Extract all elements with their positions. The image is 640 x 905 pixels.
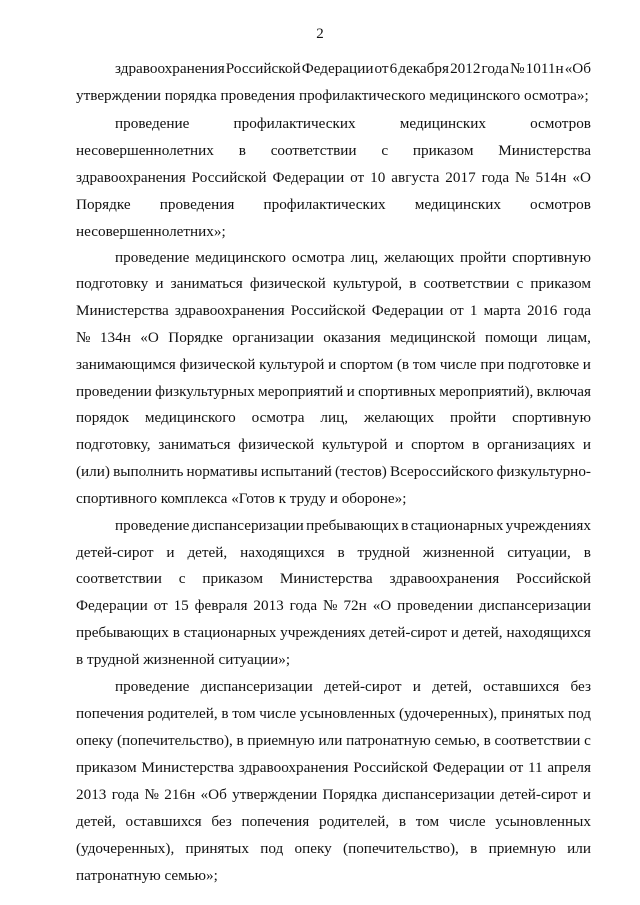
word: занимающимся: [76, 356, 176, 373]
text-line: [76, 275, 591, 293]
word: подготовке: [507, 356, 580, 373]
word: опеку: [294, 840, 332, 857]
word: медицинских: [414, 196, 501, 213]
word: детей,: [462, 624, 503, 641]
word: находящихся: [240, 544, 325, 561]
word: 2017: [445, 169, 476, 186]
word: диспансеризации: [191, 517, 304, 534]
word: осмотров: [530, 115, 591, 132]
word: от: [374, 60, 389, 77]
word: 11: [528, 759, 543, 776]
word: спортивных: [358, 383, 436, 400]
word: проведение: [115, 115, 190, 132]
word: здравоохранения: [115, 60, 225, 77]
text-line: [76, 302, 591, 320]
text-line: патронатную семью»;: [76, 867, 218, 884]
word: года: [563, 302, 591, 319]
word: «О: [572, 169, 591, 186]
word: спортом: [339, 356, 394, 373]
word: в: [472, 436, 480, 453]
word: детей-сирот: [499, 786, 578, 803]
word: диспансеризации: [200, 678, 313, 695]
word: приемную: [488, 840, 556, 857]
text-line: [76, 732, 591, 750]
word: от: [153, 597, 168, 614]
word: 134н: [99, 329, 131, 346]
word: проведении: [76, 383, 152, 400]
word: от: [509, 759, 524, 776]
word: организации: [232, 329, 314, 346]
text-line: [76, 570, 591, 588]
word: подготовку,: [76, 436, 151, 453]
word: в: [583, 544, 591, 561]
word: здравоохранения: [238, 759, 349, 776]
word: с: [381, 142, 389, 159]
word: выполнить: [113, 463, 184, 480]
word: №: [515, 169, 530, 186]
word: 10: [370, 169, 386, 186]
word: приказом: [530, 275, 591, 292]
word: опеку: [76, 732, 114, 749]
word: спортом: [411, 436, 465, 453]
word: №: [323, 597, 338, 614]
word: и: [328, 356, 337, 373]
word: детей-сирот: [369, 624, 447, 641]
text-line: [76, 196, 591, 214]
word: Российской: [225, 60, 301, 77]
word: пребывающих: [306, 517, 399, 534]
text-line: спортивного комплекса «Готов к труду и обороне»;: [76, 490, 407, 507]
word: подготовку: [76, 275, 149, 292]
word: принятых: [185, 840, 249, 857]
word: спортивную: [512, 249, 591, 266]
word: оставшихся: [483, 678, 560, 695]
text-line: [115, 115, 591, 133]
word: (попечительство),: [343, 840, 459, 857]
word: том: [232, 705, 256, 722]
text-line: [76, 142, 591, 160]
word: патронатную: [346, 732, 431, 749]
word: том: [412, 356, 437, 373]
word: №: [510, 60, 525, 77]
text-line: несовершеннолетних»;: [76, 223, 226, 240]
word: 72н: [343, 597, 367, 614]
text-line: [76, 409, 591, 427]
word: и: [166, 544, 175, 561]
word: в: [483, 732, 491, 749]
word: осмотра: [251, 409, 305, 426]
word: учреждениях: [505, 517, 591, 534]
text-line: [76, 759, 591, 777]
word: здравоохранения: [389, 570, 500, 587]
word: (или): [76, 463, 110, 480]
word: в: [409, 275, 417, 292]
word: оказания: [323, 329, 381, 346]
text-line: [76, 463, 591, 481]
word: Министерства: [279, 570, 373, 587]
word: Всероссийского: [389, 463, 494, 480]
word: усыновленных: [495, 813, 591, 830]
text-line: [76, 813, 591, 831]
word: том: [415, 813, 440, 830]
word: усыновленных: [299, 705, 396, 722]
word: 2013: [76, 786, 107, 803]
word: с: [178, 570, 186, 587]
word: детей,: [432, 678, 472, 695]
word: и: [450, 624, 459, 641]
text-line: [115, 517, 591, 535]
word: лицам,: [546, 329, 591, 346]
word: оставшихся: [125, 813, 202, 830]
word: осмотра: [291, 249, 345, 266]
word: «О: [140, 329, 159, 346]
word: марта: [483, 302, 521, 319]
word: и: [346, 383, 355, 400]
word: приказом: [202, 570, 263, 587]
word: (удочеренных),: [398, 705, 498, 722]
word: медицинского: [195, 249, 287, 266]
word: заниматься: [170, 275, 243, 292]
word: при: [480, 356, 505, 373]
word: трудной: [357, 544, 410, 561]
word: без: [211, 813, 232, 830]
word: заниматься: [158, 436, 231, 453]
word: находящихся: [506, 624, 591, 641]
word: приказом: [412, 142, 474, 159]
word: в: [172, 624, 180, 641]
word: 514н: [535, 169, 567, 186]
word: под: [260, 840, 284, 857]
word: «О: [372, 597, 392, 614]
word: проведение: [115, 249, 190, 266]
word: «Об: [564, 60, 591, 77]
word: без: [570, 678, 591, 695]
word: и: [395, 436, 404, 453]
word: числе: [439, 356, 477, 373]
word: в: [398, 813, 407, 830]
word: культурой: [321, 436, 388, 453]
word: года: [111, 786, 140, 803]
text-line: [115, 678, 591, 696]
word: физкультурных: [155, 383, 255, 400]
word: апреля: [547, 759, 591, 776]
word: детей,: [187, 544, 228, 561]
word: февраля: [194, 597, 248, 614]
text-line: [115, 60, 591, 78]
word: организациях: [487, 436, 576, 453]
word: и: [582, 786, 591, 803]
word: пребывающих: [76, 624, 169, 641]
word: (в: [396, 356, 410, 373]
word: №: [144, 786, 159, 803]
word: августа: [391, 169, 440, 186]
text-line: [76, 544, 591, 562]
word: диспансеризации: [382, 786, 495, 803]
text-line: в трудной жизненной ситуации»;: [76, 651, 291, 668]
word: медицинского: [144, 409, 236, 426]
word: в: [337, 544, 345, 561]
word: соответствии: [494, 732, 581, 749]
word: ситуации,: [507, 544, 571, 561]
word: культурой: [259, 356, 325, 373]
word: приказом: [76, 759, 137, 776]
word: (тестов): [335, 463, 387, 480]
word: и: [155, 275, 164, 292]
word: в: [238, 142, 246, 159]
word: числе: [448, 813, 486, 830]
word: «Об: [200, 786, 227, 803]
word: здравоохранения: [76, 169, 186, 186]
word: Порядка: [322, 786, 378, 803]
word: физической: [238, 436, 315, 453]
word: стационарных: [410, 517, 504, 534]
word: с: [584, 732, 591, 749]
word: Федерации: [272, 169, 345, 186]
word: детей,: [76, 813, 116, 830]
word: в: [470, 840, 478, 857]
word: декабря: [398, 60, 449, 77]
word: стационарных: [183, 624, 277, 641]
word: попечения: [241, 813, 310, 830]
word: года: [481, 60, 509, 77]
word: соответствии: [423, 275, 510, 292]
word: в: [401, 517, 409, 534]
word: 6: [389, 60, 398, 77]
word: Министерства: [141, 759, 235, 776]
word: 1: [469, 302, 478, 319]
word: от: [350, 169, 365, 186]
word: Федерации: [432, 759, 505, 776]
text-line: [76, 705, 591, 723]
word: (удочеренных),: [76, 840, 175, 857]
word: года: [289, 597, 318, 614]
word: (попечительство),: [116, 732, 233, 749]
word: Федерации: [301, 60, 374, 77]
text-line: [76, 436, 591, 454]
word: нормативы: [186, 463, 258, 480]
word: учреждениях: [280, 624, 366, 641]
word: Российской: [353, 759, 429, 776]
word: испытаний: [260, 463, 332, 480]
word: 216н: [164, 786, 196, 803]
text-line: [76, 786, 591, 804]
word: соответствии: [76, 570, 162, 587]
word: включая: [536, 383, 591, 400]
word: физической: [249, 275, 326, 292]
text-line: [76, 597, 591, 615]
word: и: [582, 356, 591, 373]
word: здравоохранения: [174, 302, 285, 319]
word: 2013: [253, 597, 284, 614]
word: мероприятий),: [439, 383, 534, 400]
word: родителей,: [147, 705, 218, 722]
word: желающих: [384, 249, 455, 266]
word: родителей,: [318, 813, 390, 830]
text-line: [76, 329, 591, 347]
word: под: [567, 705, 591, 722]
word: Российской: [191, 169, 267, 186]
word: медицинской: [390, 329, 476, 346]
word: физической: [179, 356, 256, 373]
word: Порядке: [168, 329, 223, 346]
text-line: [76, 356, 591, 374]
word: Министерства: [498, 142, 591, 159]
word: физкультурно-: [496, 463, 591, 480]
word: детей-сирот: [323, 678, 402, 695]
word: порядок: [76, 409, 130, 426]
text-line: утверждении порядка проведения профилактического медицинского осмотра»;: [76, 87, 589, 104]
page-number: 2: [316, 26, 324, 42]
word: Российской: [290, 302, 366, 319]
word: пройти: [449, 409, 497, 426]
text-line: [76, 383, 591, 401]
word: проведении: [397, 597, 473, 614]
word: мероприятий: [258, 383, 344, 400]
word: помощи: [485, 329, 538, 346]
word: от: [449, 302, 464, 319]
word: профилактических: [233, 115, 356, 132]
word: попечения: [76, 705, 144, 722]
word: несовершеннолетних: [76, 142, 214, 159]
word: лиц,: [320, 409, 349, 426]
word: желающих: [363, 409, 435, 426]
word: Министерства: [76, 302, 169, 319]
word: утверждении: [232, 786, 318, 803]
word: Федерации: [371, 302, 444, 319]
word: 2016: [526, 302, 558, 319]
word: проведения: [159, 196, 235, 213]
word: или: [318, 732, 343, 749]
word: 1011н: [525, 60, 564, 77]
word: осмотров: [530, 196, 591, 213]
word: Российской: [516, 570, 591, 587]
text-line: [76, 624, 591, 642]
word: №: [76, 329, 91, 346]
word: соответствии: [270, 142, 357, 159]
word: медицинских: [399, 115, 486, 132]
word: диспансеризации: [478, 597, 591, 614]
word: лиц,: [350, 249, 379, 266]
word: или: [567, 840, 591, 857]
word: с: [516, 275, 524, 292]
text-line: [115, 249, 591, 267]
word: приемную: [247, 732, 315, 749]
word: профилактических: [263, 196, 386, 213]
word: пройти: [460, 249, 507, 266]
word: и: [412, 678, 421, 695]
word: и: [582, 436, 591, 453]
text-line: [76, 169, 591, 187]
word: Федерации: [76, 597, 148, 614]
word: принятых: [500, 705, 565, 722]
word: числе: [259, 705, 297, 722]
text-line: [76, 840, 591, 858]
word: в: [236, 732, 244, 749]
word: семью,: [434, 732, 480, 749]
word: жизненной: [422, 544, 495, 561]
word: детей-сирот: [76, 544, 154, 561]
word: Порядке: [76, 196, 131, 213]
word: 15: [173, 597, 189, 614]
word: проведение: [115, 517, 190, 534]
word: спортивную: [512, 409, 591, 426]
word: проведение: [115, 678, 190, 695]
word: в: [221, 705, 229, 722]
word: 2012: [450, 60, 481, 77]
word: культурой,: [332, 275, 403, 292]
word: года: [481, 169, 510, 186]
